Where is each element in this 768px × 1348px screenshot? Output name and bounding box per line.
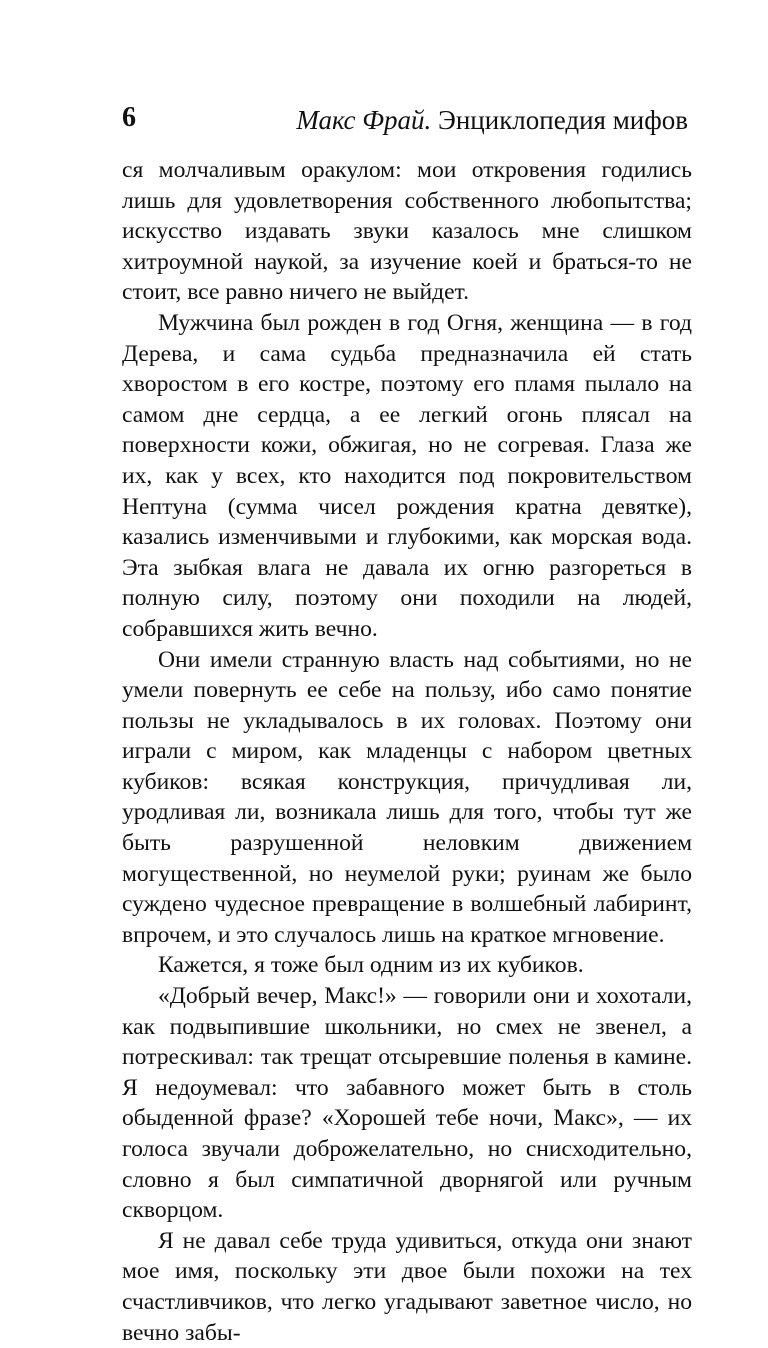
body-text xyxy=(122,155,692,1348)
page-number: 6 xyxy=(122,102,136,133)
paragraph: ся молчаливым оракулом: мои откровения годились лишь для удовлетворения собственного любопытства; искусство издавать звуки казалось мне слишком хитроумной наукой, за изучение коей и браться-то не стоит, все равно ничего не выйдет. xyxy=(122,157,692,306)
author-name: Макс Фрай. xyxy=(296,105,432,135)
paragraph: Кажется, я тоже был одним из их кубиков. xyxy=(158,952,584,979)
paragraph: Мужчина был рожден в год Огня, женщина — в год Дерева, и сама судьба предназначила ей стать хворостом в его костре, поэтому его пламя пылало на самом дне сердца, а ее легкий огонь плясал на поверхности кожи, обжигая, но не согревая. Глаза же их, как у всех, кто находится под покровительством Нептуна (сумма чисел рождения кратна девятке), казались изменчивыми и глубокими, как морская вода. Эта зыбкая влага не давала их огню разгореться в полную силу, поэтому они походили на людей, собравшихся жить вечно. xyxy=(122,309,692,642)
paragraph: «Добрый вечер, Макс!» — говорили они и хохотали, как подвыпившие школьники, но смех не звенел, а потрескивал: так трещат отсыревшие поленья в камине. Я недоумевал: что забавного может быть в столь обыденной фразе? «Хорошей тебе ночи, Макс», — их голоса звучали доброжелательно, но снисходительно, словно я был симпатичной дворнягой или ручным скворцом. xyxy=(122,983,692,1224)
paragraph: Они имели странную власть над событиями, но не умели повернуть ее себе на пользу, ибо само понятие пользы не укладывалось в их головах. Поэтому они играли с миром, как младенцы с набором цветных кубиков: всякая конструкция, причудливая ли, уродливая ли, возникала лишь для того, чтобы тут же быть разрушенной неловким движением могущественной, но неумелой руки; руинам же было суждено чудесное превращение в волшебный лабиринт, впрочем, и это случалось лишь на краткое мгновение. xyxy=(122,646,692,948)
page-header xyxy=(122,100,688,140)
running-head xyxy=(296,102,688,138)
book-title: Энциклопедия мифов xyxy=(438,105,688,135)
paragraph: Я не давал себе труда удивиться, откуда они знают мое имя, поскольку эти двое были похожи на тех счастливчиков, что легко угадывают заветное число, но вечно забы- xyxy=(122,1227,692,1346)
